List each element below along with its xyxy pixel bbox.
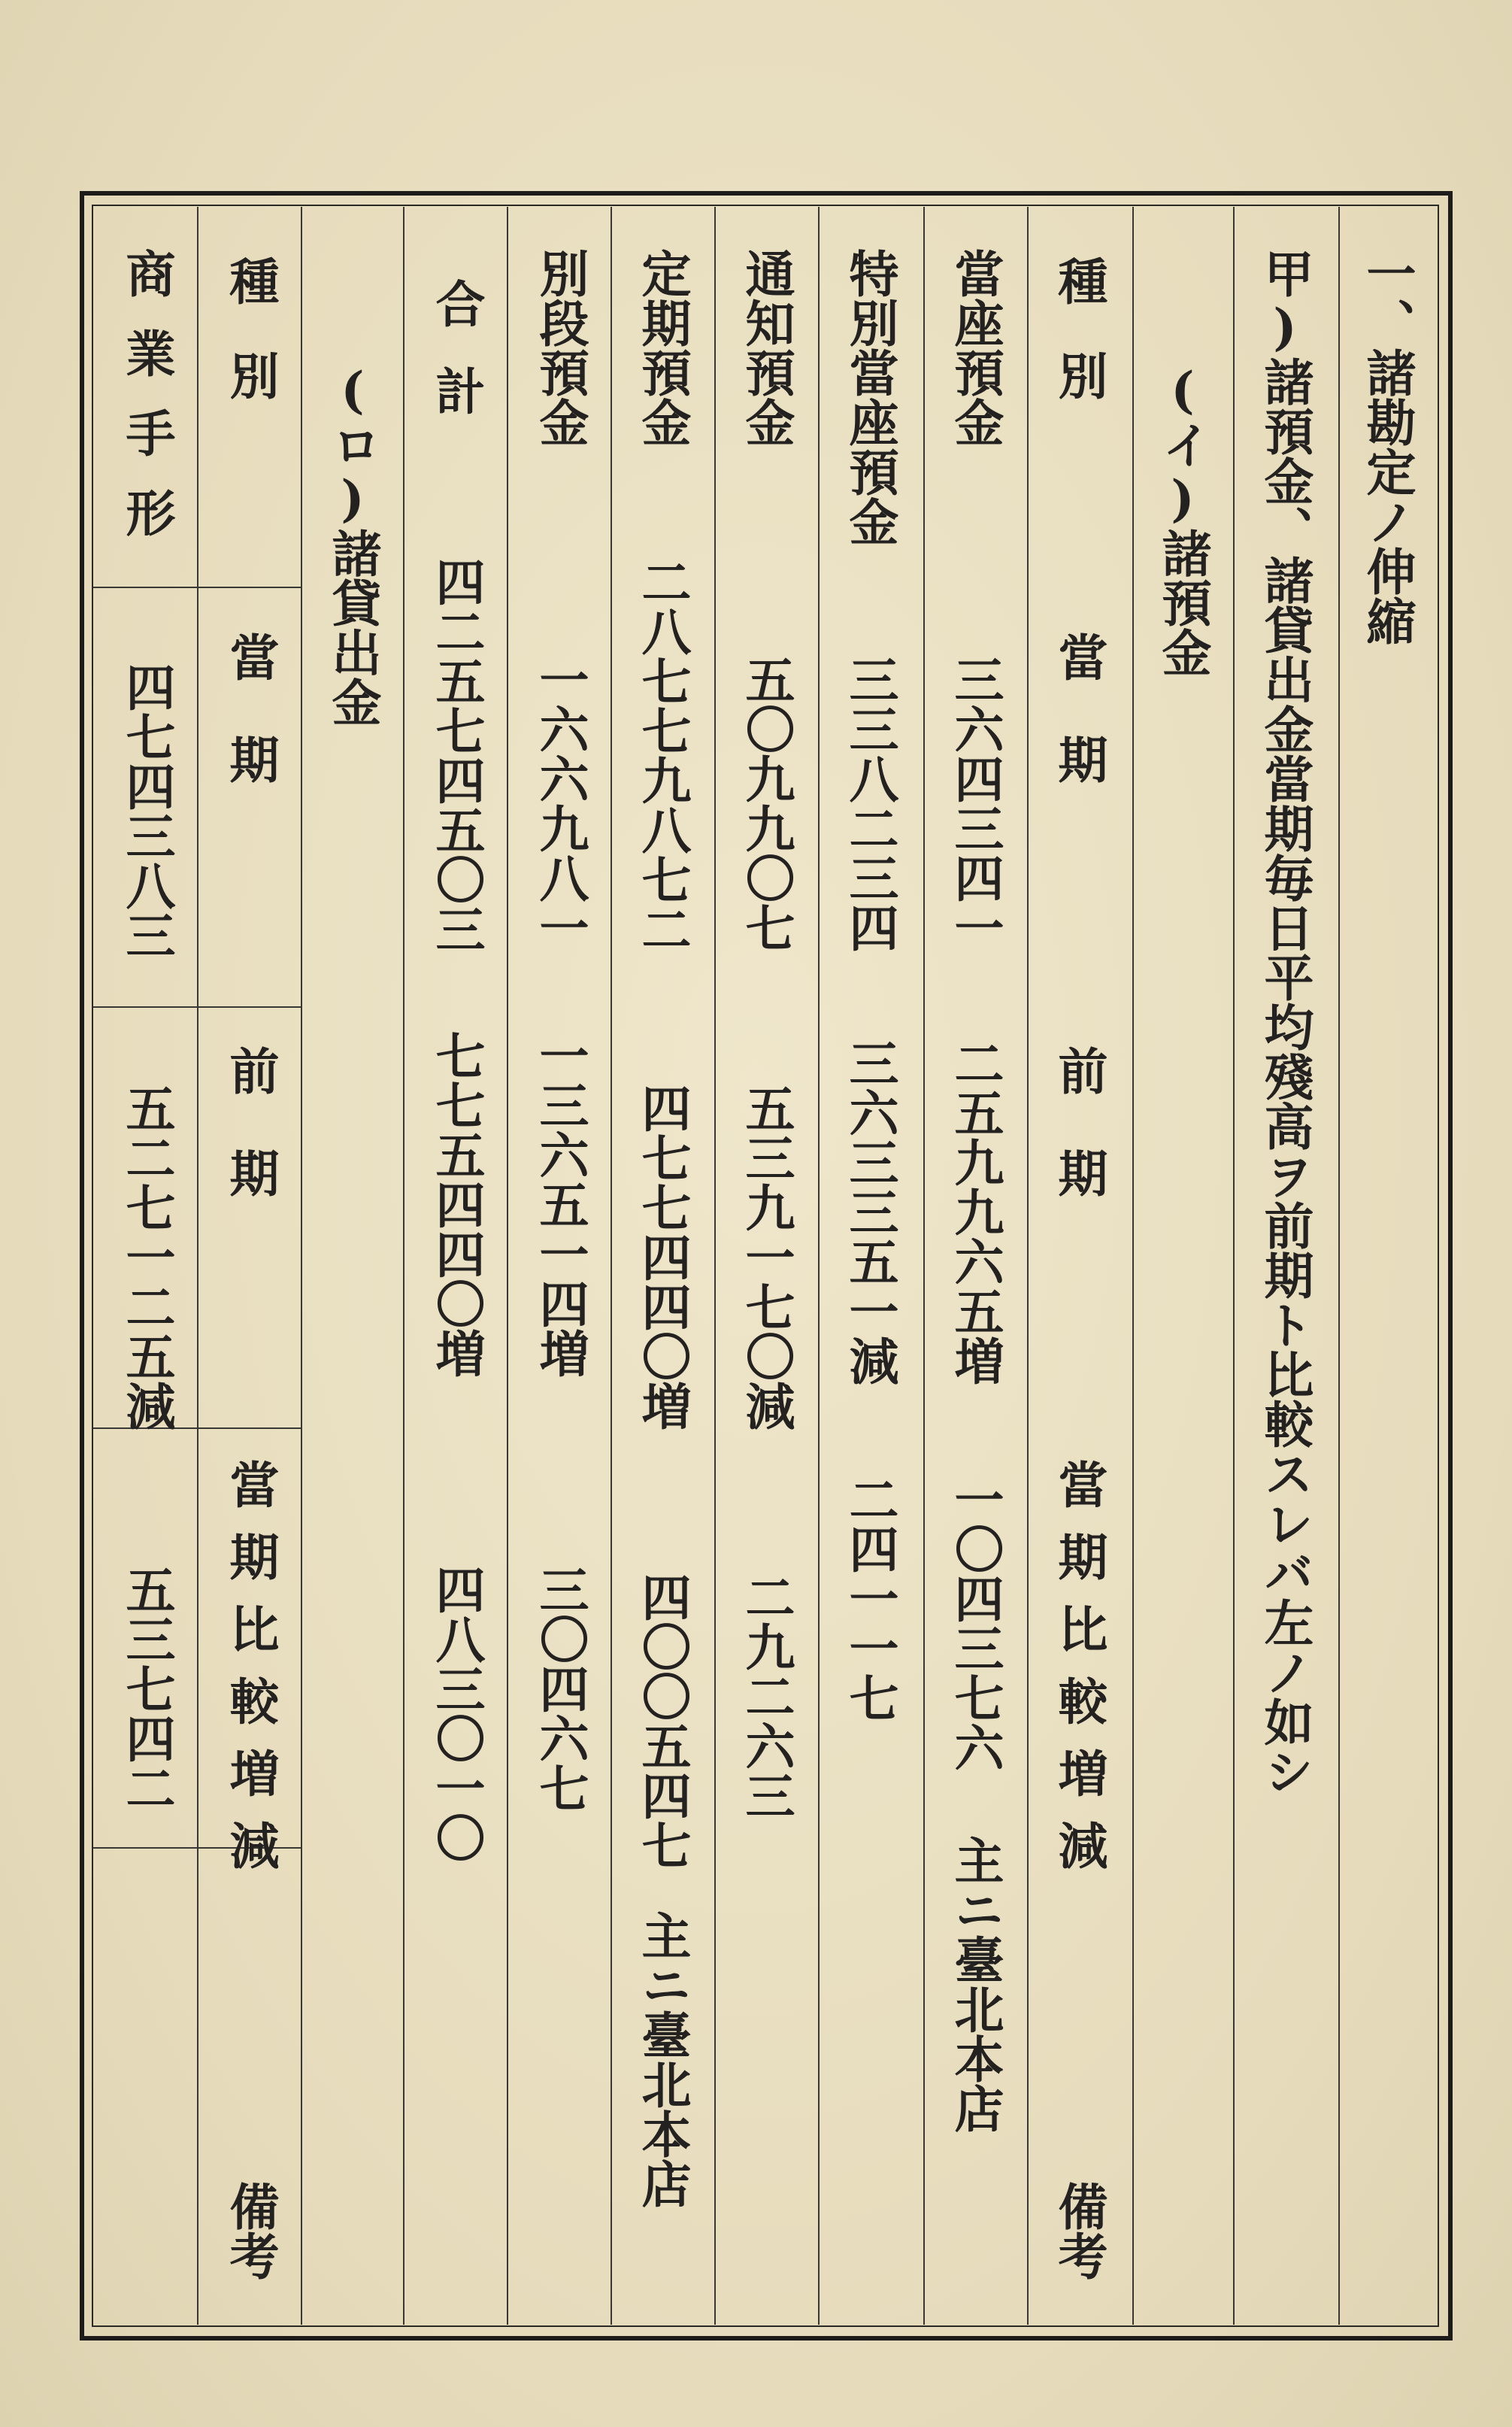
row-diff2: 一〇四三七六 <box>946 1474 1004 1772</box>
header-b-type: 種別 <box>221 256 280 445</box>
column-rule <box>714 207 716 2325</box>
row-label: 特別當座預金 <box>841 248 899 546</box>
column-rule <box>197 207 198 2325</box>
column-rule <box>611 207 612 2325</box>
row-diff2: 四〇〇五四七 <box>633 1572 692 1870</box>
row-amount: 四二五七四五〇三 <box>427 557 486 954</box>
column-rule <box>818 207 820 2325</box>
row-diff: 二五九九六五増 <box>946 1038 1004 1385</box>
row-note: 主ニ臺北本店 <box>946 1835 1004 2133</box>
row-diff2: 三〇四六七 <box>531 1564 589 1813</box>
header-note: 備考 <box>1050 2181 1108 2280</box>
row-label: 定期預金 <box>633 248 692 447</box>
row-label: 別段預金 <box>531 248 589 447</box>
table-row-rule <box>93 1006 301 1008</box>
row-b-diff2: 五三七四二 <box>117 1564 176 1813</box>
header-current: 當期 <box>1050 632 1108 836</box>
row-b-label: 商業手形 <box>117 248 176 567</box>
column-rule <box>403 207 405 2325</box>
row-diff: 三六三三五一減 <box>841 1038 899 1385</box>
row-label: 通知預金 <box>737 248 795 447</box>
heading: 一、諸勘定ノ伸縮 <box>1358 248 1417 645</box>
column-rule <box>1132 207 1134 2325</box>
row-diff2: 二四一一七 <box>841 1474 899 1722</box>
row-amount: 三三八二三四 <box>841 654 899 952</box>
row-b-diff: 五二七一二五減 <box>117 1083 176 1430</box>
header-change: 當期比較増減 <box>1050 1459 1108 1892</box>
header-b-current: 當期 <box>221 632 280 836</box>
column-rule <box>923 207 925 2325</box>
row-diff2: 二九二六三 <box>737 1572 795 1820</box>
row-diff: 五三九一七〇減 <box>737 1083 795 1430</box>
row-diff: 七七五四四〇増 <box>427 1030 486 1378</box>
row-label-total: 合計 <box>427 278 486 453</box>
header-b-previous: 前期 <box>221 1045 280 1250</box>
column-rule <box>1233 207 1235 2325</box>
row-amount: 三六四三四一 <box>946 654 1004 952</box>
header-b-change: 當期比較増減 <box>221 1459 280 1892</box>
header-b-note: 備考 <box>221 2181 280 2280</box>
row-amount: 二八七七九八七二 <box>633 557 692 954</box>
section-a-title: (イ)諸預金 <box>1153 361 1212 677</box>
intro-text: 甲)諸預金、諸貸出金當期毎日平均殘高ヲ前期ト比較スレバ左ノ如シ <box>1256 248 1314 1796</box>
column-rule <box>507 207 508 2325</box>
row-amount: 五〇九九〇七 <box>737 654 795 952</box>
row-note: 主ニ臺北本店 <box>633 1910 692 2208</box>
header-previous: 前期 <box>1050 1045 1108 1250</box>
column-rule <box>1027 207 1029 2325</box>
row-amount: 一六六九八一 <box>531 654 589 952</box>
section-b-title: (ロ)諸貸出金 <box>323 361 382 727</box>
row-diff: 一三六五一四増 <box>531 1030 589 1378</box>
column-rule <box>1338 207 1340 2325</box>
column-rule <box>301 207 302 2325</box>
row-diff2: 四八三〇一〇 <box>427 1564 486 1862</box>
row-label: 當座預金 <box>946 248 1004 447</box>
row-b-amount: 四七四三八三 <box>117 662 176 960</box>
table-row-rule <box>93 587 301 588</box>
row-diff: 四七七四四〇増 <box>633 1083 692 1430</box>
header-type: 種別 <box>1050 256 1108 445</box>
